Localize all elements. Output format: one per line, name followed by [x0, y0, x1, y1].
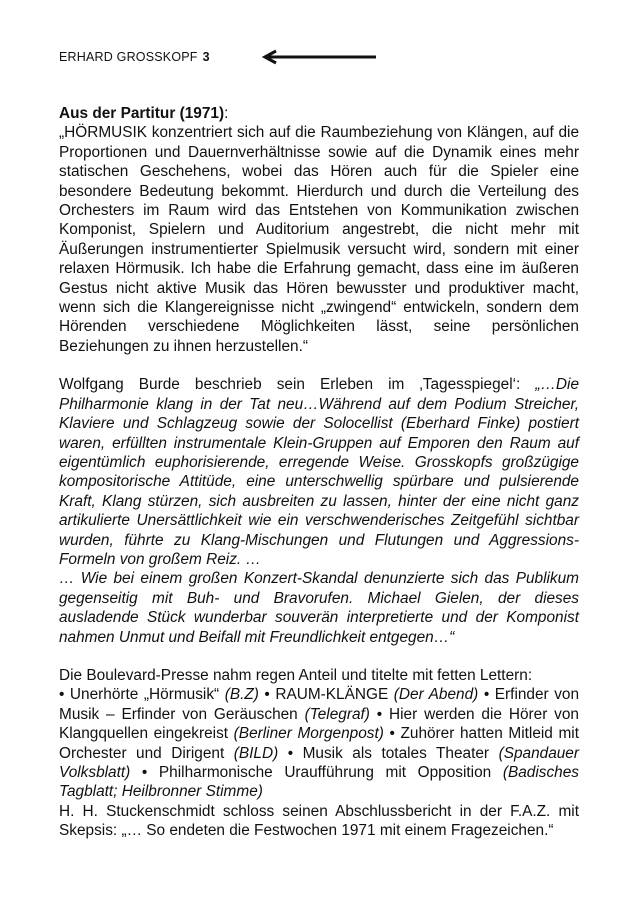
headline-text: • Erfinder von Musik – Erfinder von Geräuschen [59, 686, 580, 723]
headline-text: • Hier werden die Hörer von Klangquellen eingekreist [59, 705, 579, 743]
page-number: 3 [202, 50, 210, 64]
review-quote-2: … Wie bei einem großen Konzert-Skandal denunzierte sich das Publikum gegenseitig mit Buh- und Bravorufen. Michael Gielen, der dieses ausladende Stück wunderbar souverän interpretierte und der Komponist nahmen Unmut und Beifall mit Freundlichkeit entgegen…“ [59, 570, 579, 646]
left-arrow-icon [262, 49, 378, 65]
headline-text: • Zuhörer hatten Mitleid mit Orchester und Dirigent [59, 725, 579, 762]
review-intro: Wolfgang Burde beschrieb sein Erleben im ‚Tagesspiegel‘: [59, 376, 536, 394]
section-heading: Aus der Partitur (1971) [59, 105, 225, 122]
press-intro: Die Boulevard-Presse nahm regen Anteil und titelte mit fetten Lettern: [59, 666, 533, 684]
headline-text: • Unerhörte „Hörmusik“ [59, 686, 225, 704]
press-headlines [59, 685, 579, 801]
headline-source: (BILD) [233, 744, 279, 762]
headline-text: • Philharmonische Uraufführung mit Opposition [130, 764, 503, 781]
headline-source: (Spandauer Volksblatt) [59, 744, 579, 781]
headline-text: • Musik als totales Theater [278, 744, 499, 762]
headline-source: (Der Abend) [393, 686, 479, 704]
running-header [59, 46, 210, 68]
review-paragraph [59, 375, 579, 647]
document-body [59, 104, 579, 841]
score-quote: „HÖRMUSIK konzentriert sich auf die Raumbeziehung von Klängen, auf die Proportionen und Dauernverhältnisse sowie auf die Dynamik eines mehr statischen Geschehens, wobei das Hören auch für die Spieler eine besondere Bedeutung bekommt. Hierdurch und durch die Verteilung des Orchesters im Raum wird das Entstehen von Kommunikation zwischen Komponist, Spielern und Auditorium angestrebt, die nicht mehr mit Äußerungen instrumentierter Spielmusik versucht wird, sondern mit einer relaxen Hörmusik. Ich habe die Erfahrung gemacht, dass eine im äußeren Gestus nicht aktive Musik das Hören bewusster und produktiver macht, wenn sich die Klangereignisse nicht „zwingend“ entwickeln, sondern dem Hörenden verschiedene Möglichkeiten lässt, seine persönlichen Beziehungen zu ihnen herzustellen.“ [59, 124, 579, 355]
heading-colon: : [224, 105, 229, 122]
header-author: ERHARD GROSSKOPF [59, 50, 198, 64]
headline-source: (Badisches Tagblatt; Heilbronner Stimme) [59, 764, 579, 801]
review-quote-1: „…Die Philharmonie klang in der Tat neu…Während auf dem Podium Streicher, Klaviere und Schlagzeug sowie der Solocellist (Eberhard Finke) postiert waren, erfüllten instrumentale Klein-Gruppen auf Emporen den Raum auf eigentümlich euphorisierende, erregende Weise. Grosskopfs großzügige kompositorische Attitüde, eine unterschwellig spürbare und pulsierende Kraft, Klang stürzen, sich ausbreiten zu lassen, hinter der eine nicht ganz artikulierte Unersättlichkeit wie ein verschwenderisches Zeitgefühl sichtbar wurden, führte zu Klang-Mischungen und Flutungen und Aggressions-Formeln von großem Reiz. … [59, 376, 579, 568]
headline-source: (Berliner Morgenpost) [233, 725, 384, 743]
section-heading-paragraph [59, 104, 579, 123]
closing-paragraph: H. H. Stuckenschmidt schloss seinen Abschlussbericht in der F.A.Z. mit Skepsis: „… So endeten die Festwochen 1971 mit einem Fragezeichen.“ [59, 802, 579, 840]
headline-text: • RAUM-KLÄNGE [258, 686, 394, 704]
headline-source: (B.Z) [224, 686, 259, 704]
headline-source: (Telegraf) [304, 705, 370, 723]
